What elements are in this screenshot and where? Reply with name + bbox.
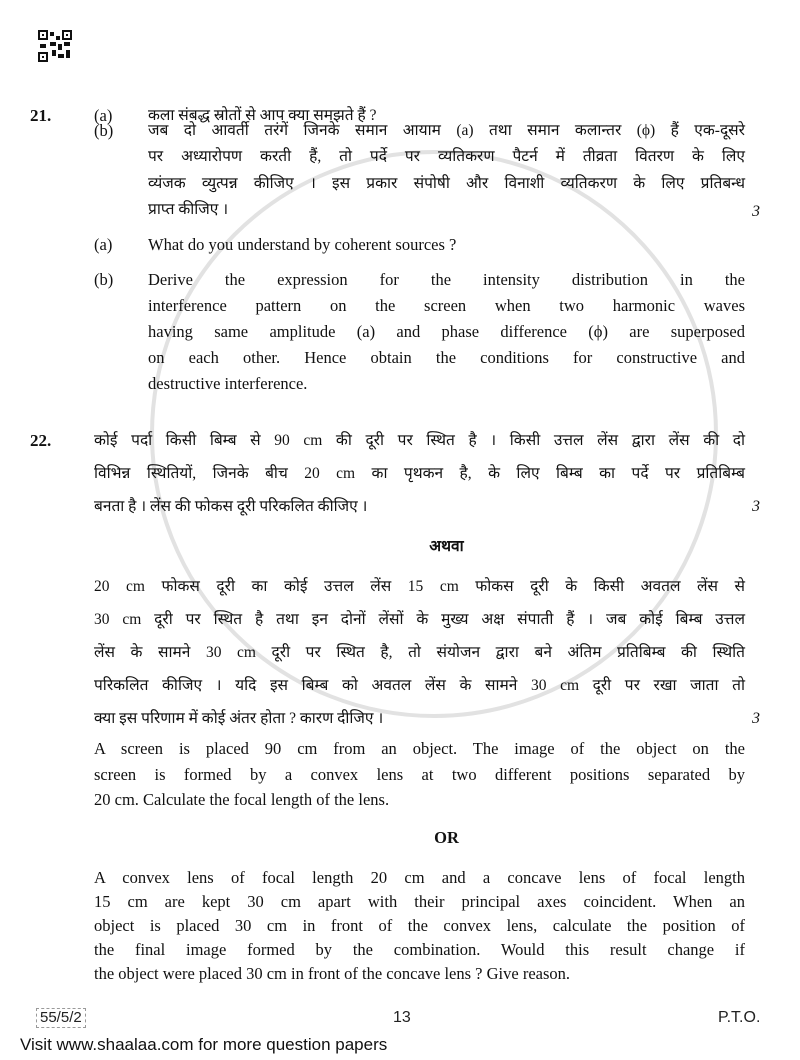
question-text-hindi: कला संबद्ध स्रोतों से आप क्या समझते हैं ?: [148, 107, 377, 124]
question-number: 21.: [30, 106, 52, 125]
page-number: 13: [393, 1009, 411, 1026]
part-label: (b): [94, 121, 114, 140]
question-text-hindi: 30 cm दूरी पर स्थित है तथा इन दोनों लेंसों के मुख्य अक्ष संपाती हैं । जब कोई बिम्ब उत्तल: [94, 611, 745, 628]
question-text-hindi: जब दो आवर्ती तरंगें जिनके समान आयाम (a) तथा समान कलान्तर (ϕ) हैं एक-दूसरे: [148, 122, 745, 139]
question-text: A convex lens of focal length 20 cm and a concave lens of focal length: [94, 868, 745, 887]
visit-link[interactable]: Visit www.shaalaa.com for more question papers: [20, 1035, 388, 1054]
question-text: What do you understand by coherent sources ?: [148, 235, 457, 254]
question-text: A screen is placed 90 cm from an object. The image of the object on the: [94, 739, 745, 758]
marks: 3: [752, 498, 760, 515]
question-text: destructive interference.: [148, 374, 308, 393]
question-text-hindi: बनता है । लेंस की फोकस दूरी परिकलित कीजिए ।: [94, 498, 368, 515]
or-separator-hindi: अथवा: [429, 538, 464, 555]
question-text: 15 cm are kept 30 cm apart with their principal axes coincident. When an: [94, 892, 745, 911]
question-text-hindi: लेंस के सामने 30 cm दूरी पर स्थित है, तो संयोजन द्वारा बने अंतिम प्रतिबिम्ब की स्थिति: [94, 644, 745, 661]
question-text: Derive the expression for the intensity distribution in the: [148, 270, 745, 289]
question-text: screen is formed by a convex lens at two different positions separated by: [94, 765, 745, 784]
question-text-hindi: पर अध्यारोपण करती हैं, तो पर्दे पर व्यतिकरण पैटर्न में तीव्रता वितरण के लिए: [148, 148, 745, 165]
question-text-hindi: विभिन्न स्थितियों, जिनके बीच 20 cm का पृथकन है, के लिए बिम्ब का पर्दे पर प्रतिबिम्ब: [94, 465, 745, 482]
marks: 3: [752, 203, 760, 220]
question-text-hindi: क्या इस परिणाम में कोई अंतर होता ? कारण दीजिए ।: [94, 710, 384, 727]
pto-label: P.T.O.: [718, 1009, 761, 1026]
question-number: 22.: [30, 431, 52, 450]
qr-code-icon: [38, 30, 72, 62]
question-text-hindi: 20 cm फोकस दूरी का कोई उत्तल लेंस 15 cm फोकस दूरी के किसी अवतल लेंस से: [94, 578, 745, 595]
question-text-hindi: प्राप्त कीजिए ।: [148, 201, 229, 218]
question-text-hindi: परिकलित कीजिए । यदि इस बिम्ब को अवतल लेंस के सामने 30 cm दूरी पर रखा जाता तो: [94, 677, 745, 694]
question-text: on each other. Hence obtain the conditions for constructive and: [148, 348, 745, 367]
paper-code: 55/5/2: [36, 1008, 86, 1028]
question-text: the final image formed by the combination. Would this result change if: [94, 940, 745, 959]
marks: 3: [752, 710, 760, 727]
part-label: (b): [94, 270, 114, 289]
question-text-hindi: व्यंजक व्युत्पन्न कीजिए । इस प्रकार संपोषी और विनाशी व्यतिकरण के लिए प्रतिबन्ध: [148, 175, 745, 192]
question-text: 20 cm. Calculate the focal length of the lens.: [94, 790, 390, 809]
part-label: (a): [94, 106, 113, 125]
question-text-hindi: कोई पर्दा किसी बिम्ब से 90 cm की दूरी पर स्थित है । किसी उत्तल लेंस द्वारा लेंस की दो: [94, 432, 745, 449]
question-text: having same amplitude (a) and phase difference (ϕ) are superposed: [148, 322, 745, 341]
or-separator: OR: [434, 828, 459, 847]
question-text: the object were placed 30 cm in front of the concave lens ? Give reason.: [94, 964, 571, 983]
question-text: object is placed 30 cm in front of the convex lens, calculate the position of: [94, 916, 745, 935]
question-text: interference pattern on the screen when two harmonic waves: [148, 296, 745, 315]
part-label: (a): [94, 235, 113, 254]
